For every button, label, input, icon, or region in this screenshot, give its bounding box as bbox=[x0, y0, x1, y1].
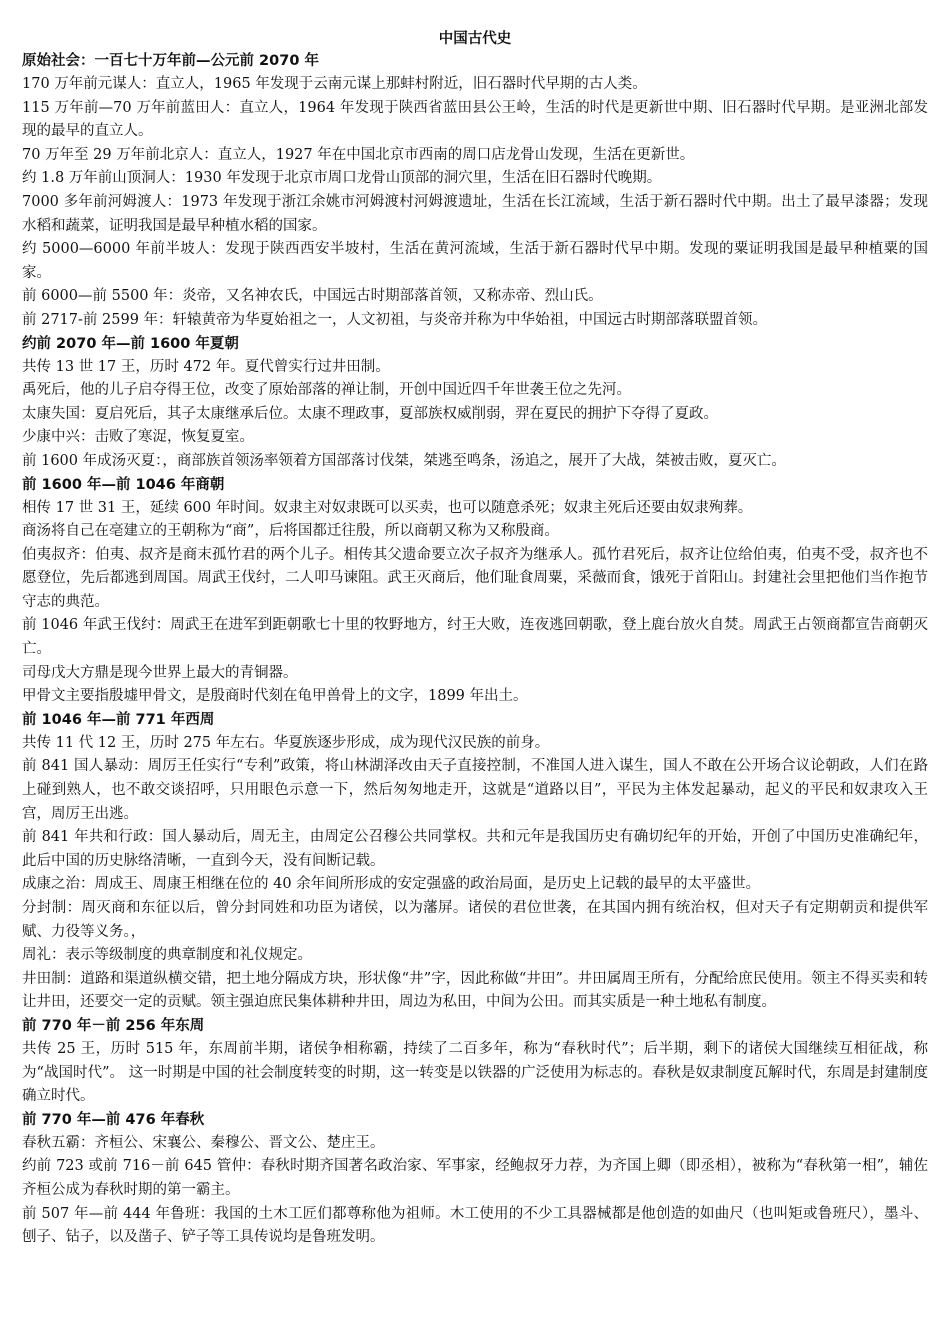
section bbox=[22, 50, 928, 333]
paragraph: 前 841 国人暴动：周厉王任实行“专利”政策，将山林湖泽改由天子直接控制，不准国人进入谋生，国人不敢在公开场合议论朝政，人们在路上碰到熟人，也不敢交谈招呼，只用眼色示意一下，然后匆匆地走开，这就是“道路以目”，平民为主体发起暴动，起义的平民和奴隶攻入王宫，周厉王出逃。 bbox=[22, 758, 928, 822]
section-heading: 原始社会：一百七十万年前—公元前 2070 年 bbox=[22, 53, 319, 69]
section-heading: 前 1600 年—前 1046 年商朝 bbox=[22, 476, 225, 493]
paragraph: 170 万年前元谋人：直立人，1965 年发现于云南元谋上那蚌村附近，旧石器时代早期的古人类。 bbox=[22, 76, 647, 92]
paragraph: 相传 17 世 31 王，延续 600 年时间。奴隶主对奴隶既可以买卖，也可以随意杀死；奴隶主死后还要由奴隶殉葬。 bbox=[22, 499, 753, 516]
paragraph: 约 1.8 万年前山顶洞人：1930 年发现于北京市周口龙骨山顶部的洞穴里，生活在旧石器时代晚期。 bbox=[22, 170, 662, 187]
section bbox=[22, 474, 928, 709]
paragraph: 成康之治：周成王、周康王相继在位的 40 余年间所形成的安定强盛的政治局面，是历史上记载的最早的太平盛世。 bbox=[22, 876, 761, 893]
section bbox=[22, 709, 928, 1015]
paragraph: 前 2717-前 2599 年：轩辕黄帝为华夏始祖之一，人文初祖，与炎帝并称为中华始祖，中国远古时期部落联盟首领。 bbox=[22, 311, 768, 328]
paragraph: 前 841 年共和行政：国人暴动后，周无主，由周定公召穆公共同掌权。共和元年是我国历史有确切纪年的开始，开创了中国历史准确纪年，此后中国的历史脉络清晰，一直到今天，没有间断记载。 bbox=[22, 829, 928, 869]
paragraph: 前 6000—前 5500 年：炎帝，又名神农氏，中国远古时期部落首领，又称赤帝、烈山氏。 bbox=[22, 288, 603, 305]
section-heading: 前 1046 年—前 771 年西周 bbox=[22, 711, 215, 728]
paragraph: 司母戊大方鼎是现今世界上最大的青铜器。 bbox=[22, 664, 298, 681]
paragraph: 商汤将自己在亳建立的王朝称为“商”，后将国都迁往殷，所以商朝又称为又称殷商。 bbox=[22, 523, 559, 540]
paragraph: 分封制：周灭商和东征以后，曾分封同姓和功臣为诸侯，以为藩屏。诸侯的君位世袭，在其国内拥有统治权，但对天子有定期朝贡和提供军赋、力役等义务。， bbox=[22, 900, 928, 940]
paragraph: 禹死后，他的儿子启夺得王位，改变了原始部落的禅让制，开创中国近四千年世袭王位之先河。 bbox=[22, 382, 631, 399]
paragraph: 共传 13 世 17 王，历时 472 年。夏代曾实行过井田制。 bbox=[22, 358, 390, 375]
paragraph: 太康失国：夏启死后，其子太康继承后位。太康不理政事，夏部族权威削弱，羿在夏民的拥护下夺得了夏政。 bbox=[22, 405, 718, 422]
section-heading: 前 770 年—前 476 年春秋 bbox=[22, 1111, 205, 1128]
paragraph: 前 1600 年成汤灭夏：，商部族首领汤率领着方国部落讨伐桀，桀逃至鸣条，汤追之，展开了大战，桀被击败，夏灭亡。 bbox=[22, 452, 786, 469]
paragraph: 115 万年前—70 万年前蓝田人：直立人，1964 年发现于陕西省蓝田县公王岭，生活的时代是更新世中期、旧石器时代早期。是亚洲北部发现的最早的直立人。 bbox=[22, 99, 928, 140]
section bbox=[22, 1109, 928, 1250]
document-title: 中国古代史 bbox=[438, 31, 512, 47]
document-body bbox=[22, 50, 928, 1250]
paragraph: 周礼：表示等级制度的典章制度和礼仪规定。 bbox=[22, 947, 312, 964]
paragraph: 伯夷叔齐：伯夷、叔齐是商末孤竹君的两个儿子。相传其父遗命要立次子叔齐为继承人。孤竹君死后，叔齐让位给伯夷，伯夷不受，叔齐也不愿登位，先后都逃到周国。周武王伐纣，二人叩马谏阻。武王灭商后，他们耻食周粟，采薇而食，饿死于首阳山。封建社会里把他们当作抱节守志的典范。 bbox=[22, 546, 928, 610]
section-heading: 前 770 年－前 256 年东周 bbox=[22, 1017, 205, 1034]
paragraph: 70 万年至 29 万年前北京人：直立人，1927 年在中国北京市西南的周口店龙骨山发现，生活在更新世。 bbox=[22, 146, 695, 163]
paragraph: 前 1046 年武王伐纣：周武王在进军到距朝歌七十里的牧野地方，纣王大败，连夜逃回朝歌，登上鹿台放火自焚。周武王占领商都宣告商朝灭亡。 bbox=[22, 617, 928, 658]
section bbox=[22, 1015, 928, 1109]
paragraph: 少康中兴：击败了寒浞，恢复夏室。 bbox=[22, 429, 254, 446]
paragraph: 共传 11 代 12 王，历时 275 年左右。华夏族逐步形成，成为现代汉民族的前身。 bbox=[22, 734, 550, 751]
paragraph: 井田制：道路和渠道纵横交错，把土地分隔成方块，形状像“井”字，因此称做“井田”。井田属周王所有，分配给庶民使用。领主不得买卖和转让井田，还要交一定的贡赋。领主强迫庶民集体耕种井田，周边为私田，中间为公田。而其实质是一种土地私有制度。 bbox=[22, 970, 928, 1011]
paragraph: 约前 723 或前 716－前 645 管仲：春秋时期齐国著名政治家、军事家，经鲍叔牙力荐，为齐国上卿（即丞相），被称为“春秋第一相”，辅佐齐桓公成为春秋时期的第一霸主。 bbox=[22, 1158, 928, 1198]
paragraph: 7000 多年前河姆渡人：1973 年发现于浙江余姚市河姆渡村河姆渡遗址，生活在长江流域，生活于新石器时代中期。出土了最早漆器；发现水稻和蔬菜，证明我国是最早种植水稻的国家。 bbox=[22, 193, 928, 234]
paragraph: 共传 25 王，历时 515 年，东周前半期，诸侯争相称霸，持续了二百多年，称为“春秋时代”；后半期，剩下的诸侯大国继续互相征战，称为“战国时代”。 这一时期是中国的社会制度转变的时期，这一转变是以铁器的广泛使用为标志的。春秋是奴隶制度瓦解时代，东周是封建制度确立时代。 bbox=[22, 1040, 928, 1105]
paragraph: 约 5000—6000 年前半坡人：发现于陕西西安半坡村，生活在黄河流域，生活于新石器时代早中期。发现的粟证明我国是最早种植粟的国家。 bbox=[22, 241, 928, 281]
section-heading: 约前 2070 年—前 1600 年夏朝 bbox=[22, 335, 239, 352]
paragraph: 前 507 年—前 444 年鲁班：我国的土木工匠们都尊称他为祖师。木工使用的不少工具器械都是他创造的如曲尺（也叫矩或鲁班尺），墨斗、刨子、钻子，以及凿子、铲子等工具传说均是鲁班发明。 bbox=[22, 1205, 928, 1246]
paragraph: 春秋五霸：齐桓公、宋襄公、秦穆公、晋文公、楚庄王。 bbox=[22, 1134, 385, 1151]
section bbox=[22, 333, 928, 474]
paragraph: 甲骨文主要指殷墟甲骨文，是殷商时代刻在龟甲兽骨上的文字，1899 年出土。 bbox=[22, 688, 528, 705]
